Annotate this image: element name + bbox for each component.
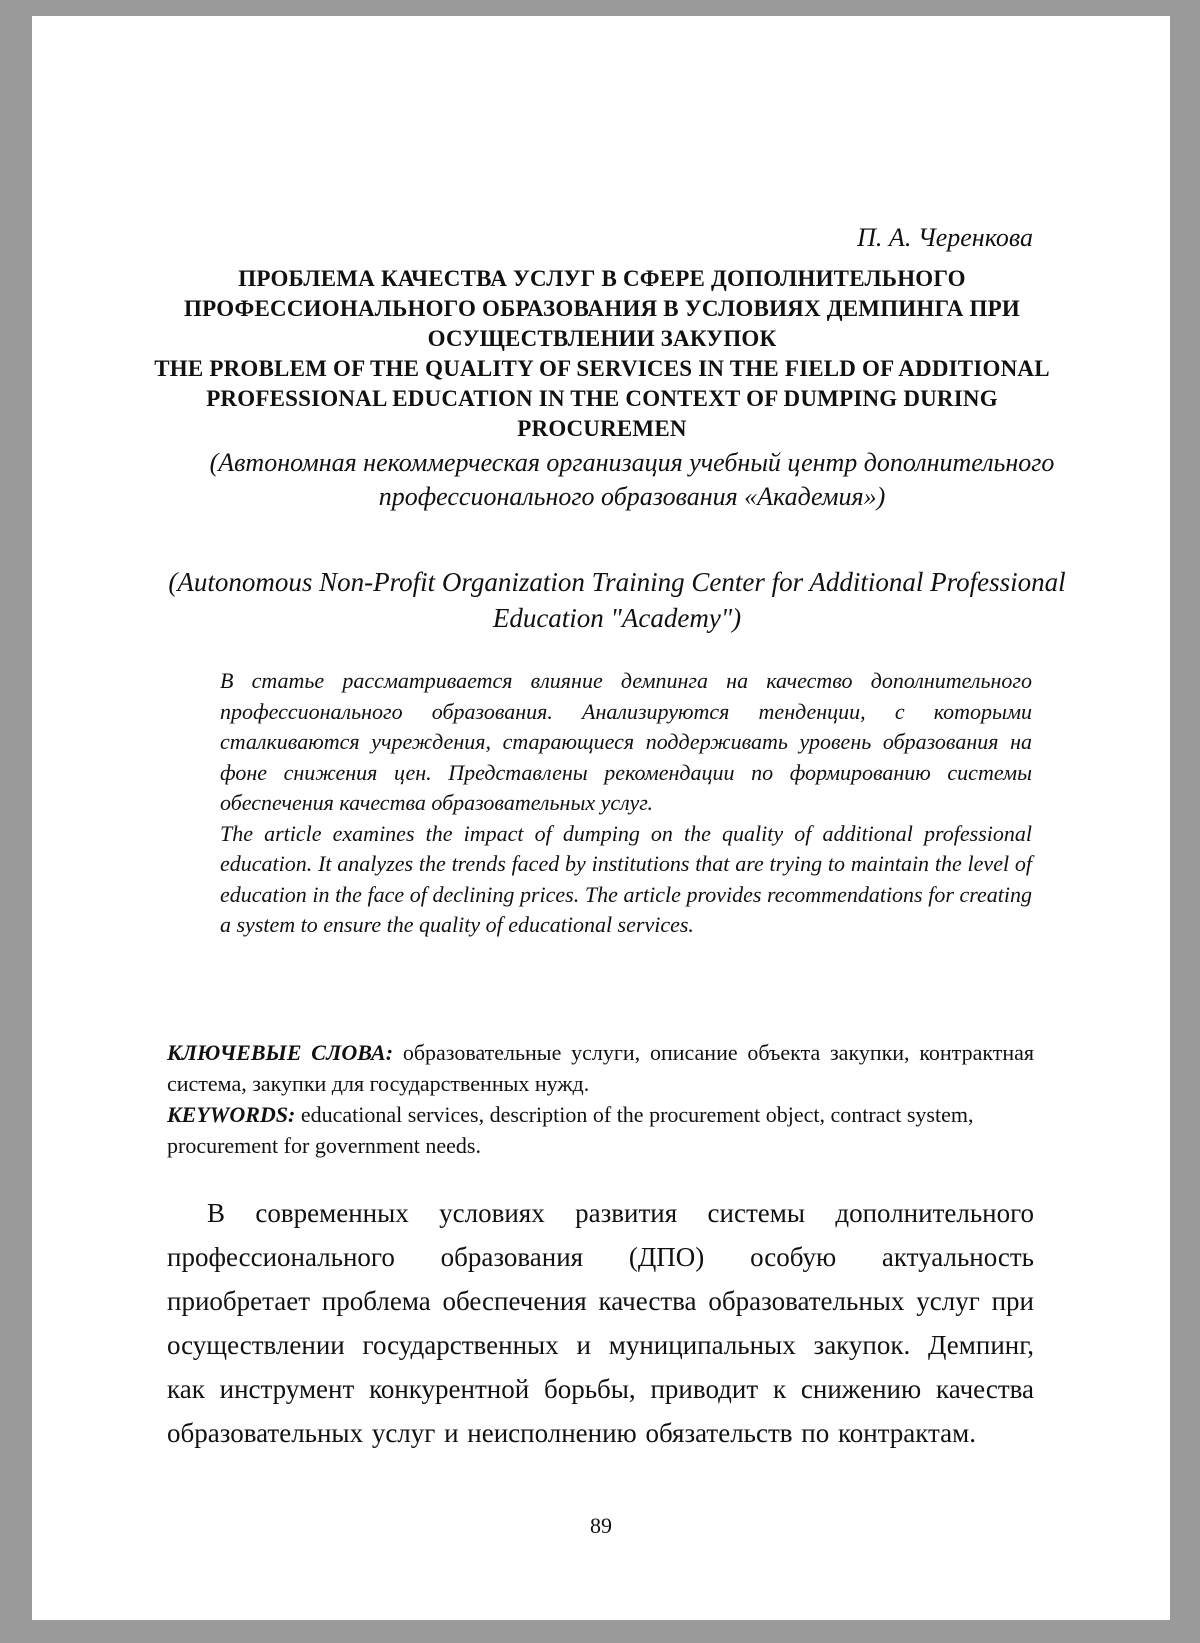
keywords-russian — [167, 1037, 1034, 1099]
body-paragraph: В современных условиях развития системы дополнительного профессионального образования (ДПО) особую актуальность приобретает проблема обеспечения качества образовательных услуг при осуществлении государственных и муниципальных закупок. Демпинг, как инструмент конкурентной борьбы, приводит к снижению качества образовательных услуг и неисполнению обязательств по контрактам. — [167, 1198, 1034, 1448]
keywords-section — [167, 1037, 1034, 1161]
abstract-russian: В статье рассматривается влияние демпинга на качество дополнительного профессионального образования. Анализируются тенденции, с которыми сталкиваются учреждения, старающиеся поддерживать уровень образования на фоне снижения цен. Представлены рекомендации по формированию системы обеспечения качества образовательных услуг. — [220, 668, 1032, 815]
abstract-english: The article examines the impact of dumping on the quality of additional professional education. It analyzes the trends faced by institutions that are trying to maintain the level of education in the face of declining prices. The article provides recommendations for creating a system to ensure the quality of educational services. — [220, 820, 1032, 937]
abstract — [220, 666, 1032, 941]
keywords-english-text: educational services, description of the procurement object, contract system, procurement for government needs. — [167, 1102, 974, 1158]
keywords-english-label: KEYWORDS: — [167, 1102, 296, 1127]
title-english: THE PROBLEM OF THE QUALITY OF SERVICES IN THE FIELD OF ADDITIONAL PROFESSIONAL EDUCATION IN THE CONTEXT OF DUMPING DURING PROCUREMEN — [154, 356, 1050, 441]
keywords-english — [167, 1099, 1034, 1161]
title-russian: ПРОБЛЕМА КАЧЕСТВА УСЛУГ В СФЕРЕ ДОПОЛНИТЕЛЬНОГО ПРОФЕССИОНАЛЬНОГО ОБРАЗОВАНИЯ В УСЛОВИЯХ ДЕМПИНГА ПРИ ОСУЩЕСТВЛЕНИИ ЗАКУПОК — [183, 266, 1020, 351]
page-number: 89 — [590, 1513, 612, 1538]
keywords-russian-text: образовательные услуги, описание объекта закупки, контрактная система, закупки для государственных нужд. — [167, 1040, 1035, 1096]
keywords-russian-label: КЛЮЧЕВЫЕ СЛОВА: — [167, 1040, 394, 1065]
organization-russian: (Автономная некоммерческая организация учебный центр дополнительного профессионального образования «Академия») — [209, 448, 1055, 511]
author-name: П. А. Черенкова — [857, 223, 1033, 252]
document-page — [32, 16, 1170, 1620]
body-text — [167, 1191, 1034, 1455]
article-title — [152, 264, 1052, 444]
organization-english: (Autonomous Non-Profit Organization Training Center for Additional Professional Education "Academy") — [168, 567, 1066, 633]
